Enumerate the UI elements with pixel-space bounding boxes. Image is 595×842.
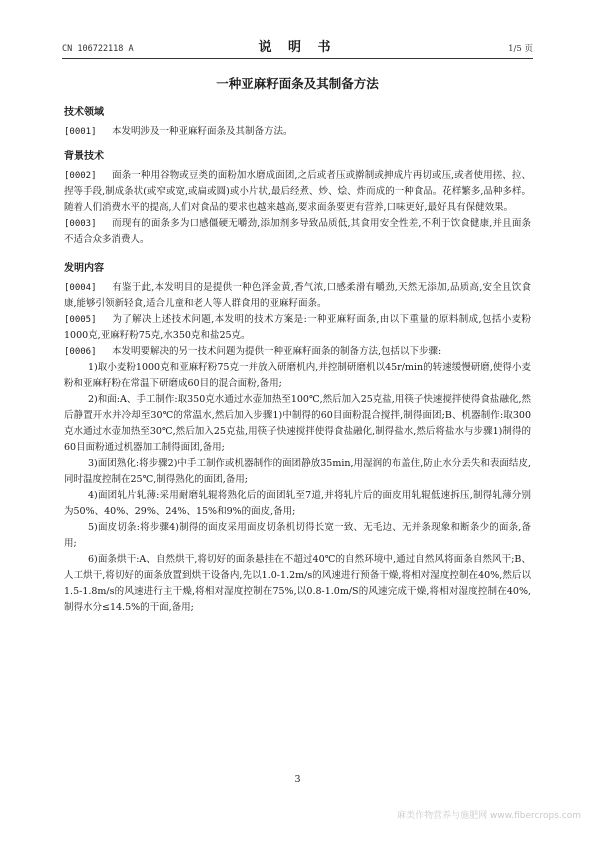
paragraph xyxy=(64,344,531,360)
page-number: 3 xyxy=(294,774,301,785)
paragraph-text: 本发明要解决的另一技术问题为提供一种亚麻籽面条的制备方法,包括以下步骤: xyxy=(112,346,442,357)
patent-number: CN 106722118 A xyxy=(62,44,134,54)
paragraph xyxy=(64,216,531,248)
paragraph-number: [0002] xyxy=(64,171,97,181)
method-step: 3)面团熟化:将步骤2)中手工制作或机器制作的面团静放35min,用湿润的布盖住,防止水分丢失和表面结皮,同时温度控制在25℃,制得熟化的面团,备用; xyxy=(64,458,531,485)
method-step: 2)和面:A、手工制作:取350克水通过水壶加热至100℃,然后加入25克盐,用筷子快速搅拌使得食盐融化,然后静置开水并冷却至30℃的常温水,然后加入步骤1)中制得的60目面粉混合搅拌,制得面团;B、机器制作:取300克水通过水壶加热至30℃,然后加入25克盐,用筷子快速搅拌使得食盐融化,制得盐水,然后将盐水与步骤1)制得的60目面粉通过机器加工制得面团,备用; xyxy=(64,394,531,453)
document-type: 说 明 书 xyxy=(258,40,337,55)
page-indicator: 1/5 页 xyxy=(508,44,533,54)
paragraph xyxy=(64,124,531,140)
paragraph-number: [0003] xyxy=(64,219,97,229)
paragraph-text: 面条一种用谷物或豆类的面粉加水磨成面团,之后或者压或擀制或抻成片再切或压,或者使用搓、拉、捏等手段,制成条状(或窄或宽,或扁或圆)或小片状,最后经煮、炒、烩、炸而成的一种食品。花样繁多,品种多样。随着人们消费水平的提高,人们对食品的要求也越来越高,要求面条要更有营养,口味更好,最好具有保健效果。 xyxy=(64,170,531,213)
section-heading-summary: 发明内容 xyxy=(64,263,104,274)
paragraph-text: 为了解决上述技术问题,本发明的技术方案是:一种亚麻籽面条,由以下重量的原料制成,包括小麦粉1000克,亚麻籽粉75克,水350克和盐25克。 xyxy=(64,314,531,341)
document-title: 一种亚麻籽面条及其制备方法 xyxy=(216,76,379,91)
site-watermark: 麻类作物营养与施肥网 www.fibercrops.com xyxy=(397,811,581,821)
page-header xyxy=(62,36,533,59)
paragraph xyxy=(64,312,531,344)
paragraph-number: [0001] xyxy=(64,127,97,137)
method-step: 4)面团轧片轧薄:采用耐磨轧辊将熟化后的面团轧至7道,并将轧片后的面皮用轧辊低速拆压,制得轧薄分别为50%、40%、29%、24%、15%和9%的面皮,备用; xyxy=(64,490,531,517)
paragraph-number: [0006] xyxy=(64,347,97,357)
paragraph-text: 本发明涉及一种亚麻籽面条及其制备方法。 xyxy=(112,126,293,137)
method-step: 6)面条烘干:A、自然烘干,将切好的面条悬挂在不超过40℃的自然环境中,通过自然风将面条自然风干;B、人工烘干,将切好的面条放置到烘干设备内,先以1.0-1.2m/s的风速进行预备干燥,将相对湿度控制在40%,然后以1.5-1.8m/s的风速进行主干燥,将相对湿度控制在75%,以0.8-1.0m/S的风速完成干燥,将相对湿度控制在40%,制得水分≤14.5%的干面,备用; xyxy=(64,554,531,613)
method-step: 1)取小麦粉1000克和亚麻籽粉75克一并放入研磨机内,并控制研磨机以45r/min的转速缓慢研磨,使得小麦粉和亚麻籽粉在常温下研磨成60目的混合面粉,备用; xyxy=(64,362,531,389)
section-heading-tech-field: 技术领域 xyxy=(64,107,104,118)
section-heading-background: 背景技术 xyxy=(64,151,104,162)
paragraph xyxy=(64,280,531,312)
paragraph-text: 而现有的面条多为口感僵硬无嚼劲,添加剂多导致品质低,其食用安全性差,不利于饮食健康,并且面条不适合众多消费人。 xyxy=(64,218,531,245)
paragraph-number: [0004] xyxy=(64,283,97,293)
method-step: 5)面皮切条:将步骤4)制得的面皮采用面皮切条机切得长宽一致、无毛边、无并条现象和断条少的面条,备用; xyxy=(64,522,531,549)
paragraph xyxy=(64,168,531,216)
paragraph-number: [0005] xyxy=(64,315,97,325)
paragraph-text: 有鉴于此,本发明目的是提供一种色泽金黄,香气浓,口感柔滑有嚼劲,天然无添加,品质高,安全且饮食康,能够引领新轻食,适合儿童和老人等人群食用的亚麻籽面条。 xyxy=(64,282,531,309)
document-body xyxy=(64,74,531,616)
